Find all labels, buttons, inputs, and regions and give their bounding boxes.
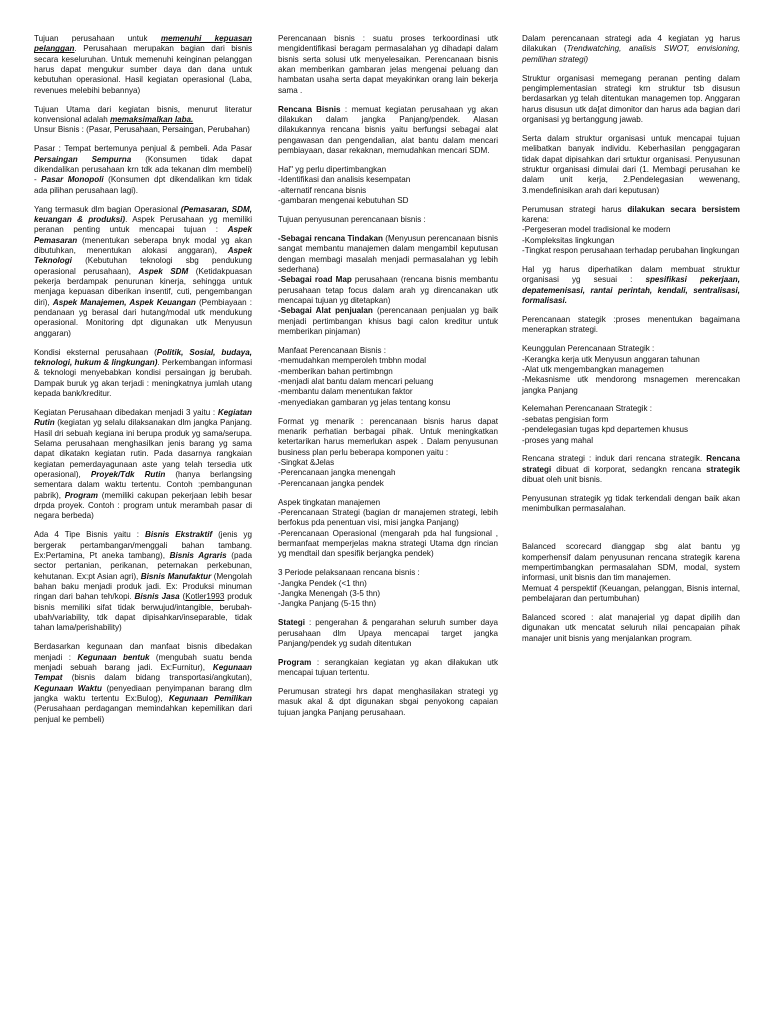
text-column-1 — [34, 34, 252, 725]
body-text: : serangkaian kegiatan yg akan dilakukan utk mencapai tujuan tertentu. — [278, 657, 498, 678]
body-text: : pengerahan & pengarahan seluruh sumber daya perusahaan dlm Upaya mencapai target jangka Panjang/pendek yg sudah ditentukan — [278, 618, 498, 648]
paragraph — [522, 404, 740, 445]
body-text: -alternatif rencana bisnis — [278, 185, 367, 195]
body-text: Serta dalam struktur organisasi untuk mencapai tujuan melibatkan banyak individu. Keberhasilan penggagaran tidak dapat dipisahkan dari srtuktur organisasi. Penyusunan struktur organisasi dimulai dari (1. Membagi perusahan ke dalam unit kerja, 2.Pendelegasian wewenang, 3.mendefinisikan arah dari keputusan) — [522, 133, 740, 195]
body-text: produk bisnis memiliki sifat tidak berwujud/intangible, berubah-ubah/variability, tdk dapat dipisahkan/inseparable, tidak tahan lama/perishability) — [34, 592, 253, 633]
emphasis-text: Kotler1993 — [185, 592, 225, 602]
paragraph — [34, 144, 252, 196]
body-text: (jenis yg bergerak pertambangan/menggali bahan tambang. Ex:Pertamina, Pt aneka tambang), — [34, 530, 252, 561]
emphasis-text: Stategi — [278, 618, 305, 628]
paragraph — [522, 34, 740, 65]
paragraph — [34, 642, 252, 725]
body-text: Tujuan perusahaan untuk — [34, 34, 161, 43]
paragraph — [278, 215, 498, 225]
paragraph — [278, 687, 498, 718]
body-text: -Tingkat respon perusahaan terhadap perubahan lingkungan — [522, 245, 740, 255]
body-text: (penyediaan penyimpanan barang dlm jangka waktu tertentu Ex:Bulog), — [34, 683, 253, 704]
emphasis-text: Pasar Monopoli — [41, 175, 104, 185]
paragraph — [522, 205, 740, 257]
emphasis-text: Bisnis Jasa — [134, 592, 180, 602]
paragraph — [278, 346, 498, 408]
body-text: (memiliki cakupan pekerjaan lebih besar drpda proyek. Contoh : program untuk merambah pasar di negara berbeda) — [34, 490, 252, 521]
body-text — [522, 523, 524, 532]
emphasis-text: Kegiatan Rutin — [34, 407, 252, 428]
paragraph — [522, 542, 740, 604]
emphasis-text: -Sebagai road Map — [278, 275, 352, 285]
body-text: Kegiatan Perusahaan dibedakan menjadi 3 yaitu : — [34, 407, 218, 417]
body-text: Penyusunan strategik yg tidak terkendali dengan baik akan menimbulkan permasalahan. — [522, 494, 740, 514]
body-text: -Singkat &Jelas — [278, 457, 335, 467]
body-text: Keunggulan Perencanaan Strategik : — [522, 344, 655, 354]
body-text: Aspek tingkatan manajemen — [278, 497, 381, 507]
body-text: ( — [179, 592, 186, 602]
paragraph — [34, 105, 252, 136]
body-text: -Jangka Pendek (<1 thn) — [278, 578, 367, 588]
emphasis-text: Bisnis Ekstraktif — [144, 530, 213, 540]
body-text: (Konsumen tidak dapat dikendalikan perusahaan krn tdk ada tekanan dlm membeli) - — [34, 154, 252, 185]
emphasis-text: -Sebagai Alat penjualan — [278, 306, 373, 316]
emphasis-text: Kegunaan Pemilikan — [168, 694, 252, 704]
body-text: Ada 4 Tipe Bisnis yaitu : — [34, 530, 145, 540]
emphasis-text: Aspek Teknologi — [34, 245, 252, 266]
body-text: -memudahkan memperoleh tmbhn modal — [278, 356, 427, 366]
body-text: (Kebutuhan teknologi sbg pendukung operasional perusahaan), — [34, 256, 252, 276]
body-text: Manfaat Perencanaan Bisnis : — [278, 345, 386, 355]
body-text: -pendelegasian tugas kpd departemen khusus — [522, 425, 689, 435]
body-text: Memuat 4 perspektif (Keuangan, pelanggan, Bisnis internal, pembelajaran dan pertumbuhan) — [522, 583, 740, 603]
emphasis-text: memenuhi kepuasan pelanggan — [34, 34, 252, 54]
paragraph — [522, 494, 740, 515]
paragraph — [278, 618, 498, 649]
paragraph — [522, 344, 740, 396]
emphasis-text: Aspek Pemasaran — [34, 225, 252, 245]
body-text: (Menyusun perencanaan bisnis sangat membantu manajemen dalam mengambil keputusan dengan membagi masalah menjadi permasalahan yg lebih sederhana) — [278, 233, 498, 274]
paragraph — [278, 417, 498, 489]
body-text: (Mengolah bahan baku menjadi produk jadi. Ex: Produksi minuman ringan dari bahan teh/kopi. — [34, 571, 252, 602]
emphasis-text: Aspek Manajemen, Aspek Keuangan — [52, 297, 196, 307]
body-text: dibuat di korporat, sedangkn rencana — [551, 464, 707, 474]
body-text: (Perusahaan perdagangan memindahkan kepemilikan dari penjual ke pembeli) — [34, 704, 252, 724]
paragraph — [278, 498, 498, 560]
emphasis-text: Persaingan Sempurna — [34, 154, 132, 164]
body-text: Struktur organisasi memegang peranan penting dalam pengimplementasian strategi krn struktur tsb disusun berdasarkan yg telah ditentukan managemen top. Anggaran harus disusun utk da[at dimonitor dan harus ada bagian dari organisasi yg bertanggung jawab. — [522, 73, 740, 124]
body-text: dibuat oleh unit bisnis. — [522, 475, 603, 485]
paragraph — [522, 523, 740, 533]
emphasis-text: Politik, Sosial, budaya, teknologi, hukum & lingkungan) — [34, 347, 252, 367]
body-text: Hal yg harus diperhatikan dalam membuat struktur organisasi yg sesuai : — [522, 264, 740, 285]
paragraph — [34, 205, 252, 339]
body-text: Perumusan strategi hrs dapat menghasilakan strategi yg masuk akal & dpt digunakan sbgai penyokong capaian tujuan jangka Panjang perusahaan. — [278, 687, 498, 717]
body-text: : memuat kegiatan perusahaan yg akan dilakukan dalam jangka Panjang/pendek. Alasan dilakukannya rencana bisnis yaitu berfungsi sebagai alat pengawasan dan pengendalian, alat bantu dalam mencari pembiayaan, dasar rekaknan, memudahkan mencari SDM. — [278, 104, 498, 156]
body-text: Yang termasuk dlm bagian Operasional — [34, 204, 181, 214]
body-text: Hal" yg perlu dipertimbangkan — [278, 164, 387, 174]
body-text: karena: — [522, 214, 549, 224]
paragraph — [34, 530, 252, 633]
body-text: Tujuan Utama dari kegiatan bisnis, menurut literatur konvensional adalah — [34, 104, 252, 124]
body-text: (mengubah suatu benda menjadi sebuah barang jadi. Ex:Furnitur), — [34, 652, 253, 673]
body-text: -Perencanaan Strategi (bagian dr manajemen strategi, lebih berfokus pda penentuan visi, misi jangka Panjang) — [278, 507, 498, 528]
paragraph — [522, 74, 740, 126]
emphasis-text: dilakukan secara bersistem — [627, 204, 740, 214]
body-text: . Perusahaan merupakan bagian dari bisnis secara keseluruhan. Untuk memenuhi keinginan pelanggan harus dapat mengukur sumber daya dan dana untuk kebutuhan operasional. Hasil kegiatan operasional (Laba, revenues melebihi bebannya) — [34, 44, 252, 95]
body-text: -Perencanaan Operasional (mengarah pda hal fungsional , bermanfaat memperjelas makna strategi Utama dgn rincian yg mendtail dan spesifik berjangka pendek) — [278, 528, 498, 559]
body-text: Berdasarkan kegunaan dan manfaat bisnis dibedakan menjadi : — [34, 642, 252, 662]
body-text: (Konsumen dpt dikendalikan krn tidak ada pilihan perusahaan lagi). — [34, 175, 252, 195]
body-text: (kegiatan yg selalu dilaksanakan dlm jangka Panjang. Hasil dri sebuah kegiana ini berupa produk yg sama/serupa. Selama perusahaan menghasilkan jenis barang yg sama dapat dikatakn kegiatan rutin. Pada dasarnya rangkaian kegiatan pemerdayagunaan aste yang telah tersedia utk operasional), — [34, 418, 252, 480]
body-text: -menjadi alat bantu dalam mencari peluang — [278, 376, 434, 386]
emphasis-text: spesifikasi pekerjaan, depatemenisasi, rantai perintah, kendali, sentralisasi, formalisasi. — [522, 275, 740, 305]
body-text: 3 Periode pelaksanaan rencana bisnis : — [278, 568, 420, 578]
emphasis-text: Kegunaan Waktu — [34, 683, 102, 693]
emphasis-text: Kegunaan bentuk — [77, 652, 150, 662]
body-text: (hanya berlangsing sementara dalam waktu tertentu. Contoh :pembangunan pabrik), — [34, 470, 253, 500]
paragraph — [34, 34, 252, 96]
body-text: (perencanaan penjualan yg baik menjadi pertimbangan khisus bagi calon kreditur untuk memberikan pinjaman) — [278, 306, 499, 336]
body-text: Perencanaan bisnis : suatu proses terkoordinasi utk mengidentifikasi beragam permasalahan yg dihadapi dalam bisnis serta solusi utk menyelesaikan. Perencanaan bisnis akan memberikan gambaran jelas mengenai peluang dan hambatan usaha serta dapat meyakinkan orang lain bekerja sama . — [278, 34, 498, 95]
body-text: (Ketidakpuasan pekerja berdampak penurunan kinerja, sehingga untuk menjaga kepuasan diberikan insentif, cuti, pengembangan diri), — [34, 266, 253, 307]
body-text: -Perencanaan jangka pendek — [278, 478, 384, 488]
body-text: Balanced scored : alat manajerial yg dapat dipilih dan digunakan utk mencatat seluruh nilai pencapaian pihak manajer unit bisnis yang menjalankan program. — [522, 612, 740, 643]
body-text: -proses yang mahal — [522, 435, 594, 445]
body-text: -memberikan bahan pertimbngn — [278, 366, 393, 376]
body-text: -Identifikasi dan analisis kesempatan — [278, 175, 411, 185]
emphasis-text: (Pemasaran, SDM, keuangan & produksi) — [34, 204, 252, 224]
body-text: -Jangka Menengah (3-5 thn) — [278, 588, 381, 598]
paragraph — [522, 454, 740, 485]
paragraph — [34, 408, 252, 522]
paragraph — [278, 165, 498, 206]
emphasis-text: Rencana Bisnis — [278, 104, 341, 114]
emphasis-text: Program — [64, 490, 98, 500]
emphasis-text: memaksimalkan laba. — [110, 115, 194, 124]
body-text: -sebatas pengisian form — [522, 414, 609, 424]
body-text: . Perkembangan informasi & teknologi menyebabkan kondisi persaingan jg berubah. Dampak buruk yg akan terjadi : meningkatnya jumlah utang kepada bank/kreditur. — [34, 358, 252, 399]
body-text: -Kerangka kerja utk Menyusun anggaran tahunan — [522, 354, 700, 364]
body-text: -membantu dalam menentukan faktor — [278, 387, 413, 397]
paragraph — [278, 234, 498, 337]
paragraph — [522, 613, 740, 644]
paragraph — [522, 315, 740, 336]
paragraph — [34, 348, 252, 400]
body-text: Kondisi eksternal perusahaan ( — [34, 347, 157, 357]
body-text: Rencana strategi : induk dari rencana strategik. — [522, 454, 707, 464]
body-text: Format yg menarik : perencanaan bisnis harus dapat menarik perhatian berbagai pihak. Untuk meningkatkan ketertarikan harus memerlukan aspek . Dalam penyusunan business plan perlu beberapa komponen yaitu : — [278, 416, 498, 457]
body-text: -menyediakan gambaran yg jelas tentang konsu — [278, 397, 451, 407]
emphasis-text: Bisnis Agraris — [169, 551, 227, 561]
body-text: Unsur Bisnis : (Pasar, Perusahaan, Persaingan, Perubahan) — [34, 125, 250, 135]
body-text: -Pergeseran model tradisional ke modern — [522, 225, 671, 235]
emphasis-text: -Sebagai rencana Tindakan — [278, 233, 383, 243]
emphasis-text: Kegunaan Tempat — [34, 663, 252, 683]
paragraph — [278, 105, 498, 157]
emphasis-text: Bisnis Manufaktur — [140, 571, 212, 581]
emphasis-text: strategik — [706, 464, 740, 474]
body-text: (bisnis dalam bidang transportasi/angkutan), — [62, 673, 252, 683]
paragraph — [522, 134, 740, 196]
body-text: Dalam perencanaan strategi ada 4 kegiatan yg harus dilakukan ( — [522, 34, 740, 54]
body-text: Pasar : Tempat bertemunya penjual & pembeli. Ada Pasar — [34, 144, 252, 154]
paragraph — [278, 34, 498, 96]
body-text: -Kompleksitas lingkungan — [522, 235, 615, 245]
body-text: -Perencanaan jangka menengah — [278, 468, 396, 478]
body-text: (pada sector pertanian, perikanan, peternakan perkebunan, kehutanan. Ex:pt Asian agri), — [34, 551, 253, 581]
emphasis-text: Aspek SDM — [138, 266, 189, 276]
body-text: Perumusan strategi harus — [522, 204, 628, 214]
body-text: (Pembiayaan : pendanaan yg berasal dari hutang/modal utk mendukung operasional. Monitoring dpt digunakan utk Menyusun anggaran) — [34, 297, 252, 338]
body-text: -gambaran mengenai kebutuhan SD — [278, 196, 409, 205]
emphasis-text: Trendwatching, analisis SWOT, envisioning, pemilihan strategi) — [522, 44, 740, 64]
body-text: Perencanaan stategik :proses menentukan bagaimana menerapkan strategi. — [522, 314, 740, 335]
paragraph — [522, 265, 740, 306]
emphasis-text: Rencana strategi — [522, 454, 740, 474]
body-text: (menentukan seberapa bnyk modal yg akan dibutuhkan, menentukan alokasi anggaran), — [34, 235, 252, 255]
paragraph — [278, 658, 498, 679]
body-text: Kelemahan Perencanaan Strategik : — [522, 404, 653, 414]
body-text: perusahaan (rencana bisnis membantu perusahaan tetap focus dalam arah yg direncanakan utk mencapai tujuan yg ditetapkan) — [278, 275, 498, 305]
text-column-3 — [522, 34, 740, 644]
paragraph — [278, 568, 498, 609]
body-text: Balanced scorecard dianggap sbg alat bantu yg komperhensif dalam penyusunan rencana strategik karena mempertimbangkan permasalahan SDM, modal, system informasi, unit bisnis dan tim manajemen. — [522, 542, 740, 583]
body-text: Tujuan penyusunan perencanaan bisnis : — [278, 214, 426, 224]
body-text: -Alat utk mengembangkan managemen — [522, 364, 664, 374]
emphasis-text: Program — [278, 657, 312, 667]
text-column-2 — [278, 34, 498, 718]
emphasis-text: Proyek/Tdk Rutin — [90, 470, 166, 480]
body-text: . Aspek Perusahaan yg memiliki peranan penting untuk mencapai tujuan : — [34, 214, 252, 235]
body-text: -Jangka Panjang (5-15 thn) — [278, 599, 377, 609]
body-text: -Mekasnisme utk mendorong msnagemen merencakan jangka Panjang — [522, 375, 740, 395]
